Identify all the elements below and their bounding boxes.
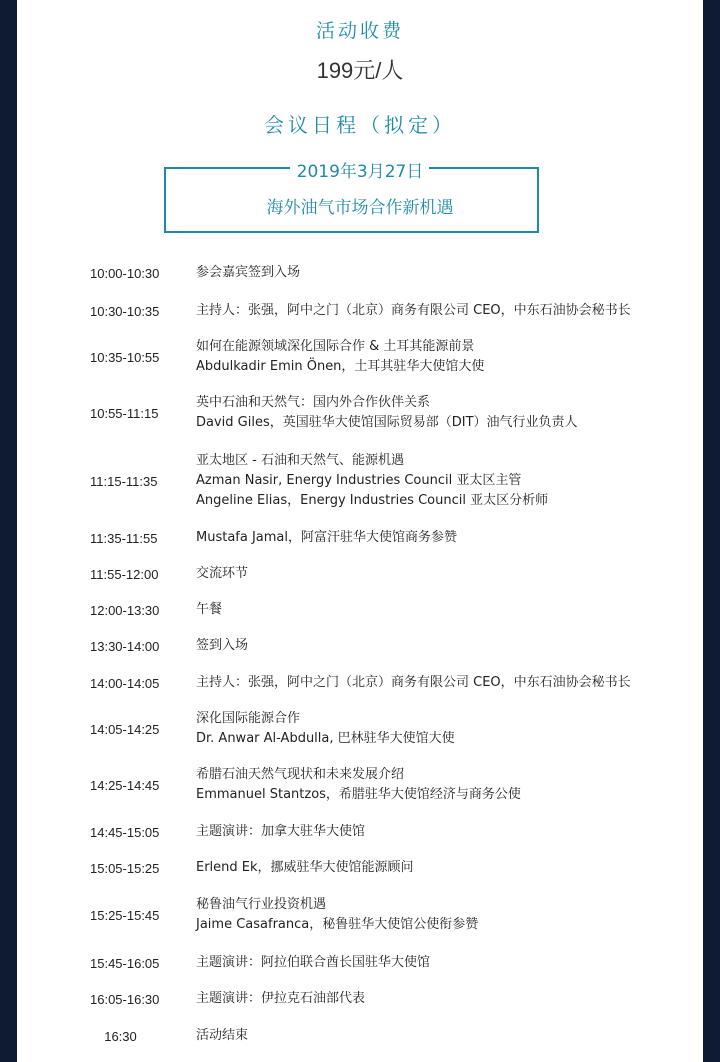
schedule-time: 14:25-14:45 [90, 777, 160, 793]
schedule-description [174, 673, 631, 693]
schedule-time: 14:00-14:05 [90, 675, 160, 691]
schedule-description [174, 858, 414, 878]
schedule-row [17, 709, 703, 749]
schedule-description [174, 989, 365, 1009]
agenda-subtitle: 海外油气市场合作新机遇 [266, 198, 454, 218]
schedule-row [17, 765, 703, 805]
schedule-row [17, 822, 703, 842]
schedule-line: Mustafa Jamal，阿富汗驻华大使馆商务参赞 [196, 530, 458, 545]
schedule-time: 11:55-12:00 [90, 566, 159, 582]
agenda-title: 会议日程（拟定） [264, 113, 456, 137]
schedule-time: 14:45-15:05 [90, 824, 160, 840]
schedule-row [17, 895, 703, 935]
schedule-description [174, 528, 457, 548]
schedule-time: 13:30-14:00 [90, 638, 160, 654]
schedule-row [17, 301, 703, 321]
schedule-time: 11:15-11:35 [90, 473, 158, 489]
schedule-time: 15:25-15:45 [90, 907, 160, 923]
schedule-line: David Giles，英国驻华大使馆国际贸易部（DIT）油气行业负责人 [196, 415, 578, 430]
schedule-line: 英中石油和天然气：国内外合作伙伴关系 [196, 395, 431, 410]
schedule-time: 10:30-10:35 [90, 303, 160, 319]
schedule-line: Erlend Ek，挪威驻华大使馆能源顾问 [196, 860, 414, 875]
schedule-row [17, 1026, 703, 1046]
schedule-description [174, 1026, 248, 1046]
schedule-line: Abdulkadir Emin Önen，土耳其驻华大使馆大使 [196, 359, 485, 374]
schedule-description [174, 451, 548, 511]
schedule-row [17, 953, 703, 973]
schedule-line: 交流环节 [196, 566, 249, 581]
schedule-row [17, 528, 703, 548]
schedule-description [174, 636, 248, 656]
schedule-line: 希腊石油天然气现状和未来发展介绍 [196, 767, 405, 782]
schedule-line: 主题演讲：阿拉伯联合酋长国驻华大使馆 [196, 955, 431, 970]
schedule-line: 主题演讲：加拿大驻华大使馆 [196, 824, 366, 839]
schedule-time: 14:05-14:25 [90, 721, 160, 737]
schedule-description [174, 765, 521, 805]
schedule-line: Emmanuel Stantzos，希腊驻华大使馆经济与商务公使 [196, 787, 521, 802]
schedule-row [17, 673, 703, 693]
schedule-description [174, 263, 300, 283]
schedule-description [174, 895, 478, 935]
schedule-line: Azman Nasir, Energy Industries Council 亚太区主管 [196, 473, 522, 488]
schedule-row [17, 636, 703, 656]
schedule-line: 午餐 [196, 602, 223, 617]
schedule-line: 亚太地区 - 石油和天然气、能源机遇 [196, 453, 404, 468]
schedule-line: 签到入场 [196, 638, 249, 653]
schedule-line: Angeline Elias，Energy Industries Council 亚太区分析师 [196, 493, 549, 508]
agenda-date: 2019年3月27日 [296, 162, 424, 182]
schedule-row [17, 989, 703, 1009]
schedule-line: Dr. Anwar Al-Abdulla, 巴林驻华大使馆大使 [196, 731, 455, 746]
schedule-row [17, 600, 703, 620]
schedule-time: 15:45-16:05 [90, 955, 160, 971]
fee-title: 活动收费 [315, 20, 404, 42]
schedule-line: 深化国际能源合作 [196, 711, 301, 726]
schedule-row [17, 337, 703, 377]
schedule-row [17, 858, 703, 878]
schedule-time: 11:35-11:55 [90, 530, 158, 546]
schedule-line: 参会嘉宾签到入场 [196, 265, 301, 280]
schedule-line: 秘鲁油气行业投资机遇 [196, 897, 327, 912]
schedule-time: 12:00-13:30 [90, 602, 160, 618]
schedule-time: 16:30 [104, 1028, 137, 1044]
schedule-line: 活动结束 [196, 1028, 249, 1043]
schedule-line: 主持人：张强，阿中之门（北京）商务有限公司 CEO，中东石油协会秘书长 [196, 303, 631, 318]
schedule-description [174, 709, 455, 749]
schedule-time: 15:05-15:25 [90, 860, 160, 876]
schedule-row [17, 451, 703, 511]
schedule-row [17, 263, 703, 283]
fee-value: 199元/人 [316, 58, 404, 83]
schedule-line: 主持人：张强，阿中之门（北京）商务有限公司 CEO，中东石油协会秘书长 [196, 675, 631, 690]
schedule-line: 如何在能源领域深化国际合作 & 土耳其能源前景 [196, 339, 475, 354]
event-card [17, 0, 703, 1062]
schedule-time: 10:55-11:15 [90, 405, 159, 421]
schedule-time: 16:05-16:30 [90, 991, 160, 1007]
schedule-line: Jaime Casafranca，秘鲁驻华大使馆公使衔参赞 [196, 917, 479, 932]
schedule-row [17, 564, 703, 584]
schedule-description [174, 564, 248, 584]
schedule-line: 主题演讲：伊拉克石油部代表 [196, 991, 366, 1006]
schedule-time: 10:00-10:30 [90, 265, 160, 281]
schedule-description [174, 393, 578, 433]
schedule-description [174, 301, 631, 321]
schedule-description [174, 822, 365, 842]
schedule-description [174, 337, 484, 377]
schedule-description [174, 953, 430, 973]
schedule-time: 10:35-10:55 [90, 349, 160, 365]
schedule-description [174, 600, 222, 620]
schedule-row [17, 393, 703, 433]
